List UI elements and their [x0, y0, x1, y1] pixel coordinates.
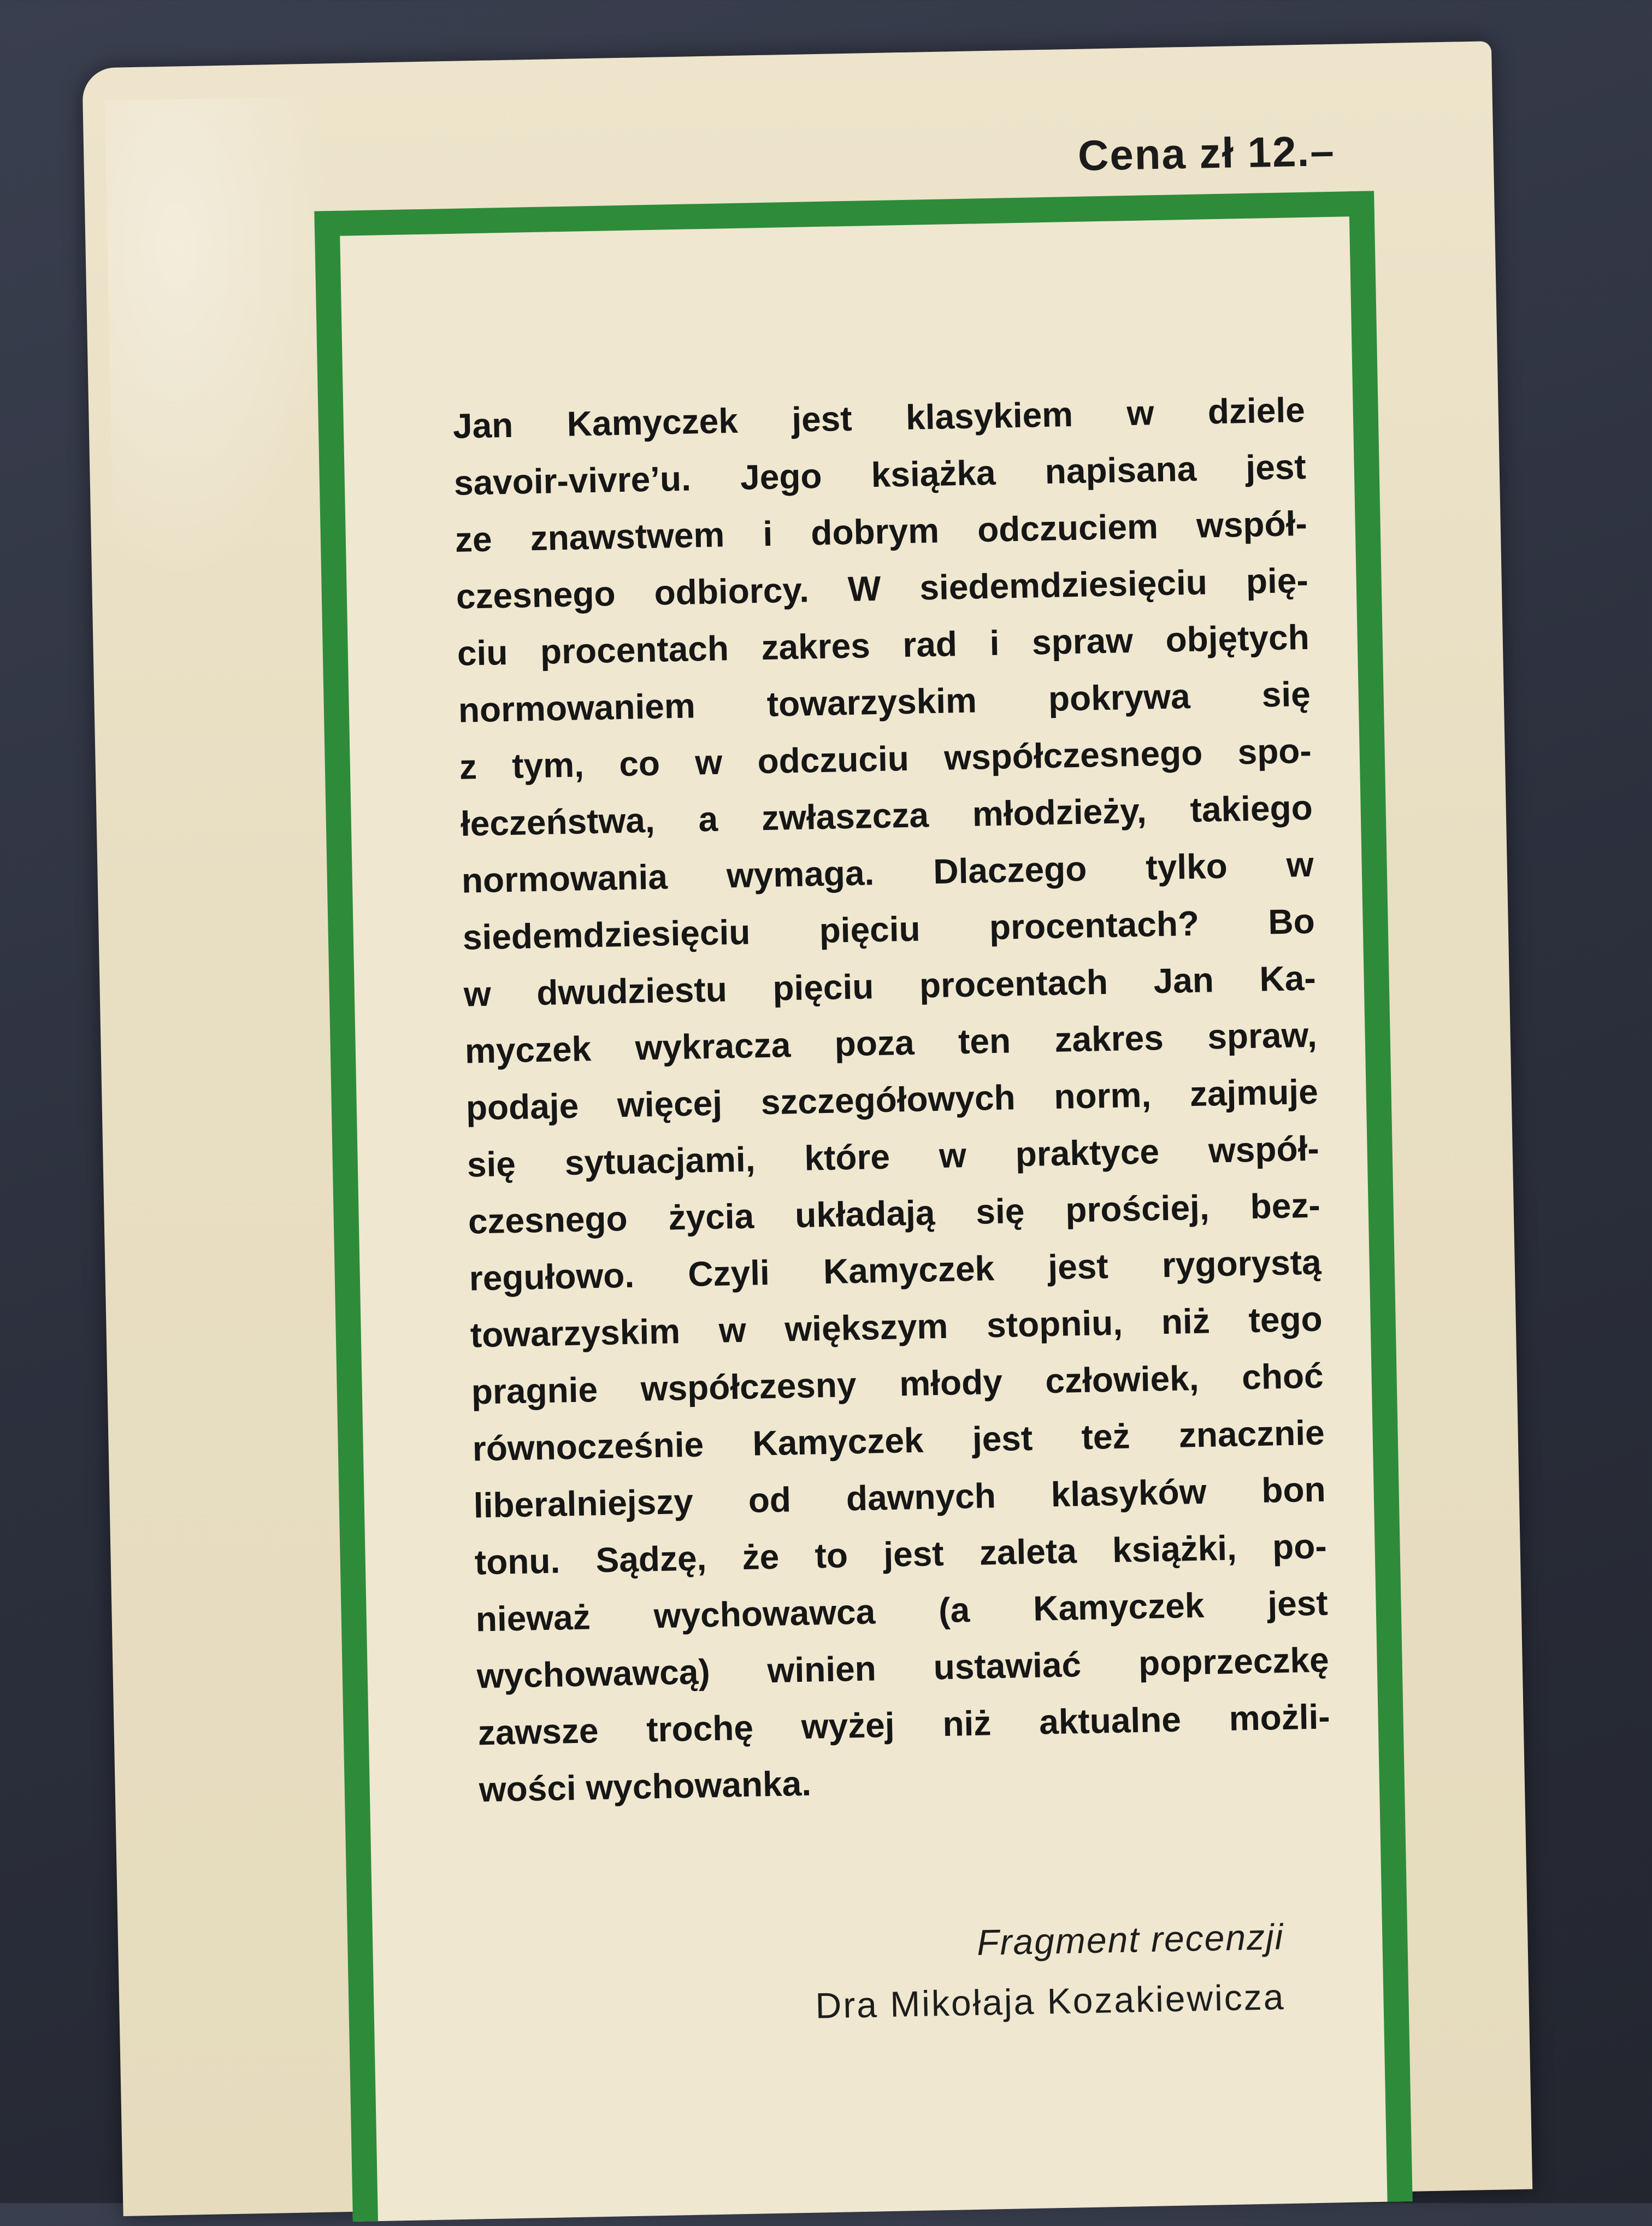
review-line: liberalniejszy od dawnych klasyków bon — [473, 1469, 1326, 1526]
review-line: nieważ wychowawca (a Kamyczek jest — [475, 1583, 1329, 1639]
review-line: wości wychowanka. — [479, 1763, 812, 1810]
review-line: tonu. Sądzę, że to jest zaleta książki, po- — [474, 1526, 1328, 1582]
review-signature — [813, 1906, 1285, 2035]
review-line: ze znawstwem i dobrym odczuciem współ- — [455, 503, 1308, 560]
review-line: siedemdziesięciu pięciu procentach? Bo — [462, 901, 1315, 957]
cover-wear-highlight — [104, 96, 343, 592]
review-line: pragnie współczesny młody człowiek, choć — [471, 1356, 1324, 1412]
book-back-cover — [82, 41, 1532, 2216]
price-label: Cena zł 12.– — [1077, 126, 1336, 180]
review-line: czesnego życia układają się prościej, bez- — [468, 1185, 1321, 1241]
review-line: savoir-vivre’u. Jego książka napisana jest — [453, 446, 1307, 503]
green-frame — [314, 191, 1412, 2222]
review-line: wychowawcą) winien ustawiać poprzeczkę — [476, 1640, 1330, 1696]
review-line: z tym, co w odczuciu współczesnego spo- — [459, 731, 1312, 787]
review-line: łeczeństwa, a zwłaszcza młodzieży, takiego — [460, 787, 1313, 844]
review-line: ciu procentach zakres rad i spraw objętych — [457, 617, 1310, 673]
review-line: normowaniem towarzyskim pokrywa się — [458, 674, 1311, 730]
review-line: towarzyskim w większym stopniu, niż tego — [470, 1299, 1323, 1355]
review-line: równocześnie Kamyczek jest też znacznie — [472, 1412, 1325, 1469]
review-line: normowania wymaga. Dlaczego tylko w — [461, 844, 1314, 900]
signature-caption: Fragment recenzji — [976, 1916, 1284, 1963]
review-line: regułowo. Czyli Kamyczek jest rygorystą — [469, 1242, 1322, 1298]
review-line: Jan Kamyczek jest klasykiem w dziele — [452, 390, 1306, 446]
review-line: czesnego odbiorcy. W siedemdziesięciu pię- — [456, 560, 1309, 616]
review-line: zawsze trochę wyżej niż aktualne możli- — [477, 1697, 1331, 1753]
review-line: się sytuacjami, które w praktyce współ- — [467, 1128, 1320, 1185]
review-text — [452, 381, 1332, 1818]
review-line: w dwudziestu pięciu procentach Jan Ka- — [463, 958, 1317, 1014]
review-line: podaje więcej szczegółowych norm, zajmuje — [465, 1071, 1319, 1128]
signature-author: Dra Mikołaja Kozakiewicza — [815, 1976, 1286, 2026]
review-line: myczek wykracza poza ten zakres spraw, — [464, 1015, 1318, 1071]
